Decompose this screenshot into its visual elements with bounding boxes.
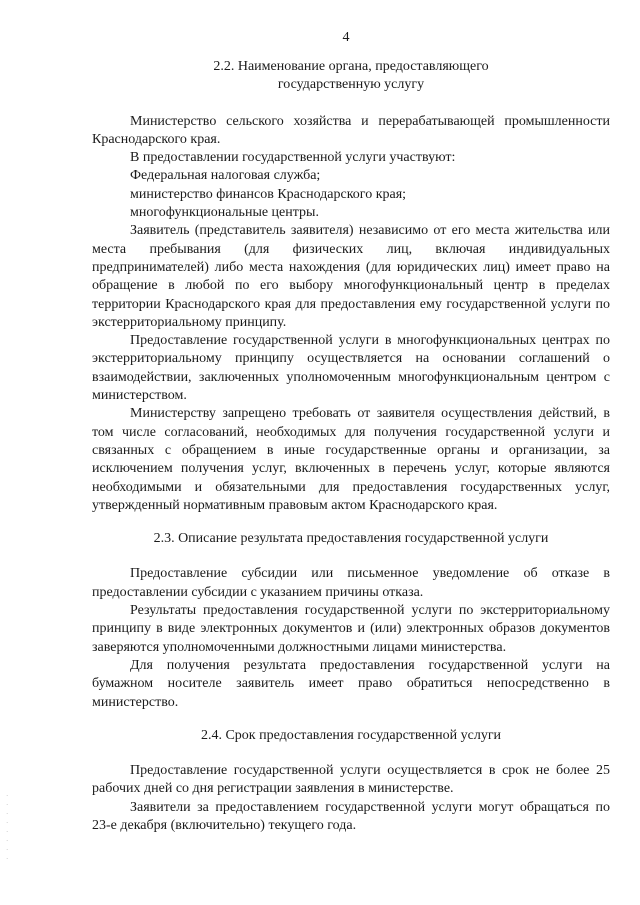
paragraph: Предоставление государственной услуги в многофункциональных центрах по экстерриториальному принципу осуществляется на основании соглашений о взаимодействии, заключенных уполномоченным многофункциональным центром с министерством.	[92, 333, 610, 404]
section-2-2-title-line2: государственную услугу	[277, 77, 425, 93]
section-2-2-title	[92, 58, 610, 95]
paragraph: Для получения результата предоставления государственной услуги на бумажном носителе заявитель имеет право обратиться непосредственно в министерство.	[92, 657, 610, 710]
paragraph: Заявитель (представитель заявителя) независимо от его места жительства или места пребывания (для физических лиц, включая индивидуальных предпринимателей) либо места нахождения (для юридических лиц) имеет право на обращение в любой по его выбору многофункциональный центр в пределах территории Краснодарского края для предоставления ему государственной услуги по экстерриториальному принципу.	[92, 223, 610, 330]
document-body	[92, 58, 610, 835]
scan-margin-marks: · · · · · · · ·	[6, 792, 9, 863]
paragraph: Предоставление субсидии или письменное уведомление об отказе в предоставлении субсидии с указанием причины отказа.	[92, 566, 610, 600]
page-number: 4	[342, 30, 350, 45]
paragraph: Заявители за предоставлением государственной услуги могут обращаться по 23-е декабря (включительно) текущего года.	[92, 799, 610, 833]
paragraph: министерство финансов Краснодарского края;	[130, 186, 407, 202]
section-2-2-title-line1: 2.2. Наименование органа, предоставляющего	[213, 59, 489, 74]
paragraph: Результаты предоставления государственной услуги по экстерриториальному принципу в виде электронных документов и (или) электронных образов документов заверяются уполномоченными должностными лицами министерства.	[92, 603, 610, 655]
section-2-4-title: 2.4. Срок предоставления государственной услуги	[200, 727, 502, 743]
paragraph: В предоставлении государственной услуги участвуют:	[130, 150, 456, 166]
paragraph: Предоставление государственной услуги осуществляется в срок не более 25 рабочих дней со дня регистрации заявления в министерстве.	[92, 763, 610, 797]
section-2-3-title: 2.3. Описание результата предоставления государственной услуги	[153, 531, 549, 547]
paragraph: Министерство сельского хозяйства и перерабатывающей промышленности Краснодарского края.	[92, 113, 610, 147]
paragraph: Министерству запрещено требовать от заявителя осуществления действий, в том числе согласований, необходимых для получения государственной услуги и связанных с обращением в иные государственные органы и организации, за исключением получения услуг, включенных в перечень услуг, которые являются необходимыми и обязательными для предоставления государственных услуг, утвержденный нормативным правовым актом Краснодарского края.	[92, 406, 610, 513]
paragraph: Федеральная налоговая служба;	[130, 168, 321, 184]
paragraph: многофункциональные центры.	[130, 205, 319, 221]
